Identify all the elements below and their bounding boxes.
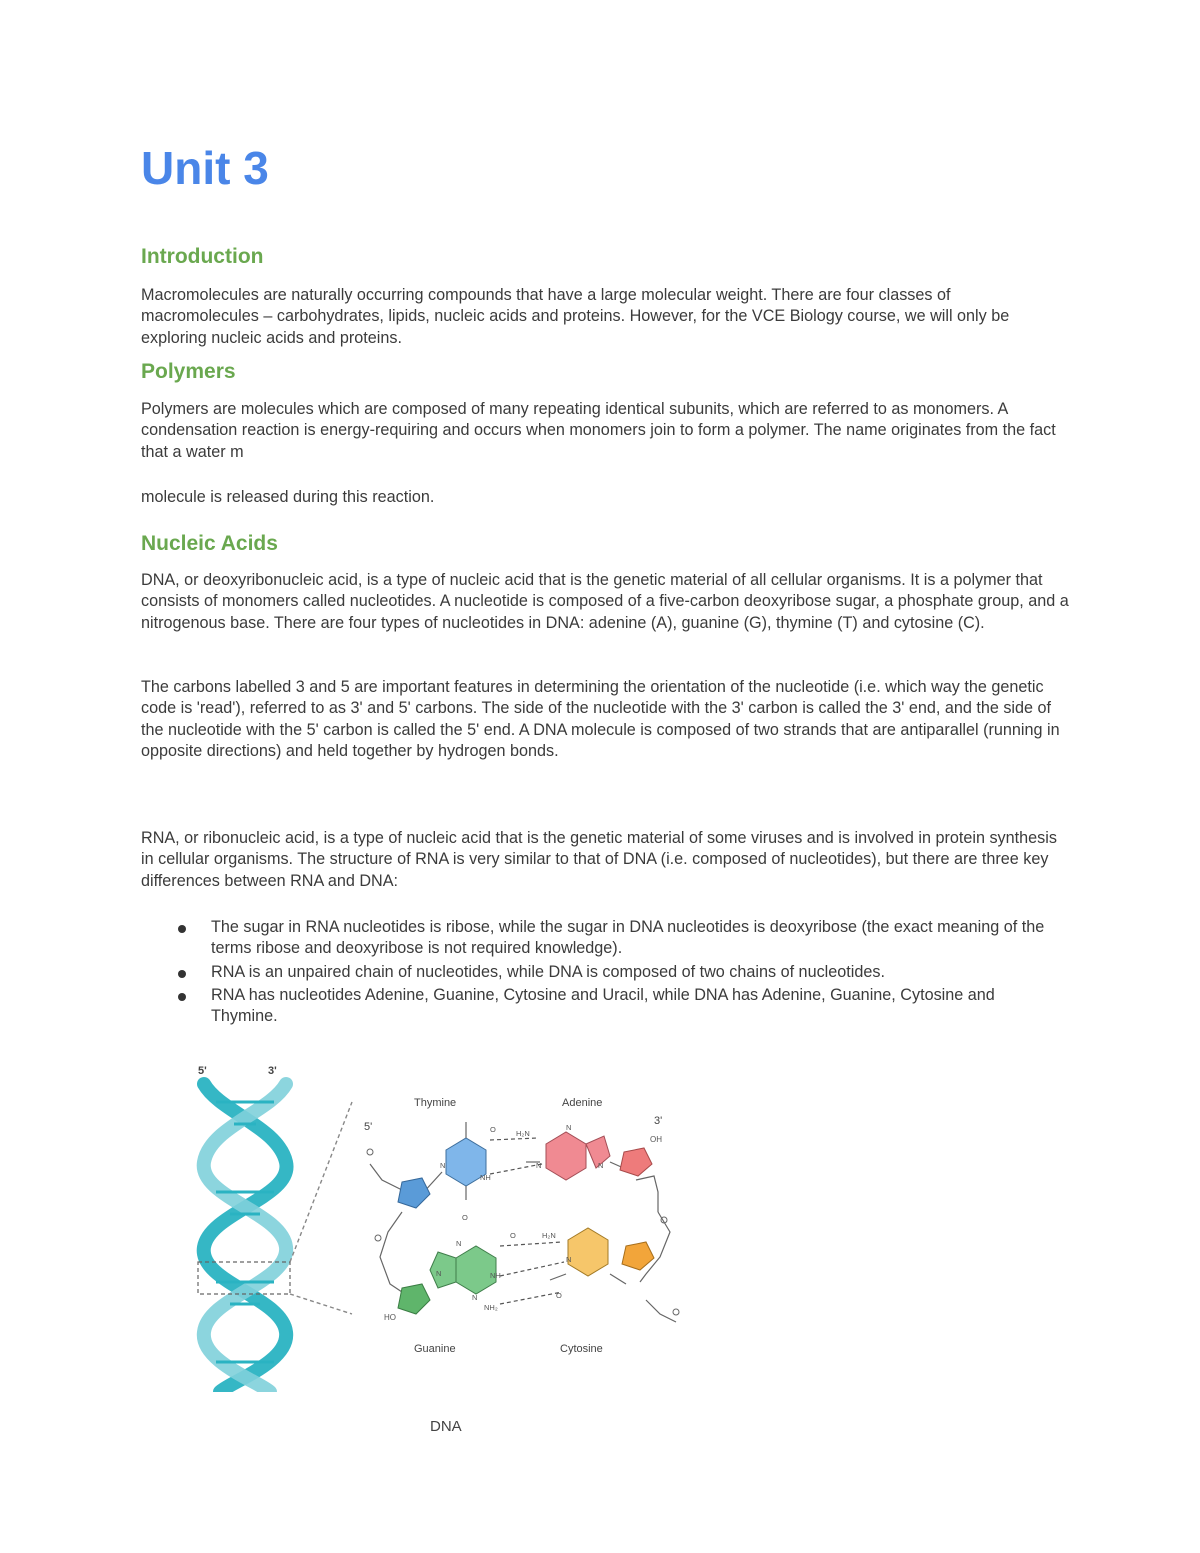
svg-text:O: O [462, 1213, 468, 1222]
paragraph-dna: DNA, or deoxyribonucleic acid, is a type of nucleic acid that is the genetic material of all cellular organisms. It is a polymer that consists of monomers called nucleotides. A nucleotide is composed of a five-carbon deoxyribose sugar, a phosphate group, and a nitrogenous base. There are four types of nucleotides in DNA: adenine (A), guanine (G), thymine (T) and cytosine (C). [141, 571, 1069, 632]
cytosine-ring [568, 1228, 608, 1276]
helix-five-prime-label: 5' [198, 1065, 207, 1077]
list-item: The sugar in RNA nucleotides is ribose, while the sugar in DNA nucleotides is deoxyribose (the exact meaning of the terms ribose and deoxyribose is not required knowledge). [141, 917, 1061, 960]
list-item: RNA has nucleotides Adenine, Guanine, Cytosine and Uracil, while DNA has Adenine, Guanine, Cytosine and Thymine. [141, 985, 1061, 1028]
paragraph-rna: RNA, or ribonucleic acid, is a type of nucleic acid that is the genetic material of some viruses and is involved in protein synthesis in cellular organisms. The structure of RNA is very similar to that of DNA (i.e. composed of nucleotides), but there are three key differences between RNA and DNA: [141, 829, 1057, 890]
oh-label: OH [650, 1135, 662, 1144]
bullet-icon [178, 925, 186, 933]
differences-list [141, 917, 1061, 1029]
bullet-icon [178, 970, 186, 978]
svg-text:N: N [566, 1123, 572, 1132]
helix-three-prime-label: 3' [268, 1065, 277, 1077]
page-title: Unit 3 [141, 142, 269, 194]
paragraph-polymers: Polymers are molecules which are composed of many repeating identical subunits, which are referred to as monomers. A condensation reaction is energy-requiring and occurs when monomers join to form a polymer. The name originates from the fact that a water m [141, 400, 1056, 461]
paragraph-introduction: Macromolecules are naturally occurring compounds that have a large molecular weight. There are four classes of macromolecules – carbohydrates, lipids, nucleic acids and proteins. However, for the VCE Biology course, we will only be exploring nucleic acids and proteins. [141, 286, 1010, 347]
svg-text:H₂N: H₂N [516, 1129, 530, 1138]
strand-five-prime-label: 5' [364, 1121, 373, 1133]
thymine-label: Thymine [414, 1097, 457, 1109]
ho-label: HO [384, 1313, 396, 1322]
svg-text:N: N [536, 1161, 542, 1170]
dna-structure-figure [190, 1052, 706, 1392]
figure-caption: DNA [430, 1418, 462, 1435]
adenine-label: Adenine [562, 1097, 603, 1109]
double-helix [198, 1084, 352, 1392]
strand-three-prime-label: 3' [654, 1115, 663, 1127]
svg-text:N: N [472, 1293, 478, 1302]
dna-figure-svg [190, 1052, 706, 1392]
svg-text:O: O [490, 1125, 496, 1134]
svg-text:H₂N: H₂N [542, 1231, 556, 1240]
svg-text:N: N [456, 1239, 462, 1248]
svg-text:N: N [436, 1269, 442, 1278]
svg-text:NH₂: NH₂ [484, 1303, 498, 1312]
svg-text:NH: NH [480, 1173, 491, 1182]
paragraph-polymers-continued: molecule is released during this reaction. [141, 488, 435, 506]
list-item: RNA is an unpaired chain of nucleotides, while DNA is composed of two chains of nucleotides. [141, 962, 1061, 983]
heading-nucleic-acids: Nucleic Acids [141, 532, 278, 555]
guanine-label: Guanine [414, 1343, 456, 1355]
bullet-icon [178, 993, 186, 1001]
svg-text:O: O [510, 1231, 516, 1240]
svg-text:NH: NH [490, 1271, 501, 1280]
cytosine-label: Cytosine [560, 1343, 603, 1355]
guanine-ring [456, 1246, 496, 1294]
svg-text:N: N [598, 1161, 604, 1170]
svg-text:N: N [440, 1161, 446, 1170]
heading-polymers: Polymers [141, 360, 236, 383]
heading-introduction: Introduction [141, 245, 264, 268]
adenine-ring [546, 1132, 586, 1180]
svg-text:N: N [566, 1255, 572, 1264]
paragraph-carbons: The carbons labelled 3 and 5 are important features in determining the orientation of the nucleotide (i.e. which way the genetic code is 'read'), referred to as 3' and 5' carbons. The side of the nucleotide with the 3' carbon is called the 3' end, and the side of the nucleotide with the 5' carbon is called the 5' end. A DNA molecule is composed of two strands that are antiparallel (running in opposite directions) and held together by hydrogen bonds. [141, 678, 1060, 760]
svg-text:O: O [556, 1291, 562, 1300]
